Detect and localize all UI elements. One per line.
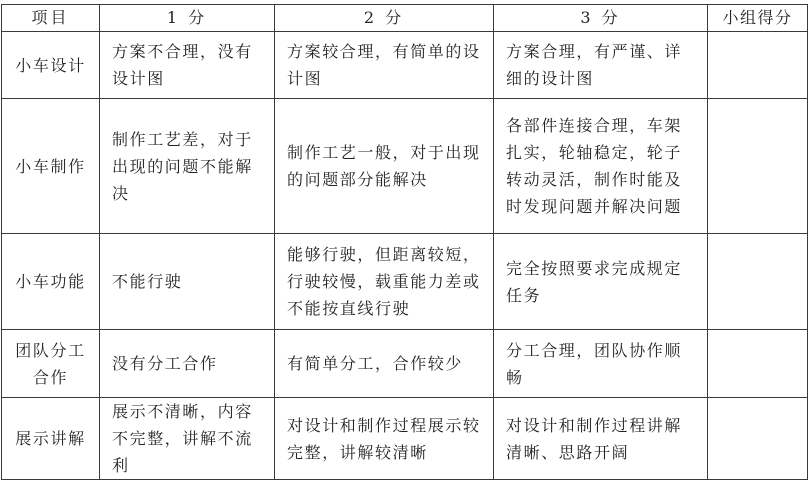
rubric-body [2, 32, 808, 480]
row-item-label: 展示讲解 [2, 398, 100, 480]
header-group-score: 小组得分 [708, 5, 808, 32]
group-score-cell[interactable] [708, 398, 808, 480]
criterion-score-3: 各部件连接合理，车架扎实，轮轴稳定，轮子转动灵活，制作时能及时发现问题并解决问题 [494, 99, 708, 234]
table-row [2, 330, 808, 398]
header-score-3: 3 分 [494, 5, 708, 32]
header-item: 项目 [2, 5, 100, 32]
criterion-score-3: 方案合理，有严谨、详细的设计图 [494, 32, 708, 99]
criterion-score-3: 分工合理，团队协作顺畅 [494, 330, 708, 398]
rubric-header [2, 5, 808, 32]
table-row [2, 99, 808, 234]
criterion-score-1: 不能行驶 [100, 234, 275, 330]
row-item-label: 小车制作 [2, 99, 100, 234]
group-score-cell[interactable] [708, 32, 808, 99]
criterion-score-1: 制作工艺差，对于出现的问题不能解决 [100, 99, 275, 234]
group-score-cell[interactable] [708, 330, 808, 398]
criterion-score-1: 展示不清晰，内容不完整，讲解不流利 [100, 398, 275, 480]
header-row [2, 5, 808, 32]
criterion-score-3: 对设计和制作过程讲解清晰、思路开阔 [494, 398, 708, 480]
criterion-score-1: 没有分工合作 [100, 330, 275, 398]
row-item-label: 团队分工合作 [2, 330, 100, 398]
table-row [2, 32, 808, 99]
criterion-score-2: 有简单分工，合作较少 [275, 330, 494, 398]
criterion-score-2: 对设计和制作过程展示较完整，讲解较清晰 [275, 398, 494, 480]
criterion-score-2: 制作工艺一般，对于出现的问题部分能解决 [275, 99, 494, 234]
criterion-score-1: 方案不合理，没有设计图 [100, 32, 275, 99]
table-row [2, 234, 808, 330]
criterion-score-3: 完全按照要求完成规定任务 [494, 234, 708, 330]
header-score-2: 2 分 [275, 5, 494, 32]
group-score-cell[interactable] [708, 234, 808, 330]
criterion-score-2: 能够行驶，但距离较短，行驶较慢，载重能力差或不能按直线行驶 [275, 234, 494, 330]
rubric-table [1, 4, 808, 480]
group-score-cell[interactable] [708, 99, 808, 234]
row-item-label: 小车功能 [2, 234, 100, 330]
row-item-label: 小车设计 [2, 32, 100, 99]
table-row [2, 398, 808, 480]
criterion-score-2: 方案较合理，有简单的设计图 [275, 32, 494, 99]
header-score-1: 1 分 [100, 5, 275, 32]
